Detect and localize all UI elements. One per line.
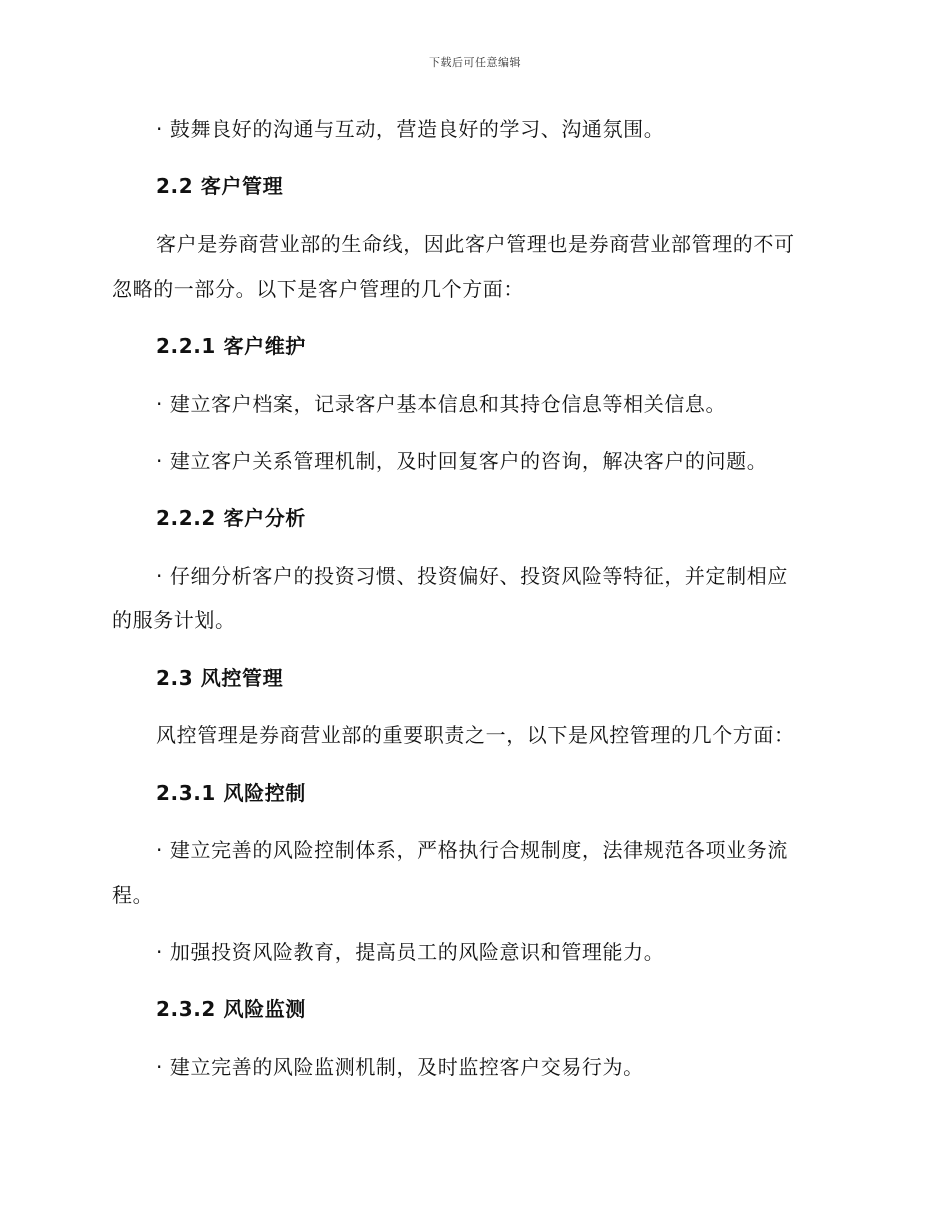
heading-2-3-2: 2.3.2 风险监测 — [156, 997, 306, 1021]
paragraph-customer-intro-line1: 客户是券商营业部的生命线，因此客户管理也是券商营业部管理的不可 — [156, 232, 795, 256]
paragraph-risk-intro: 风控管理是券商营业部的重要职责之一，以下是风控管理的几个方面： — [156, 723, 795, 747]
bullet-customer-analysis-line1: · 仔细分析客户的投资习惯、投资偏好、投资风险等特征，并定制相应 — [156, 564, 788, 588]
heading-2-2-2: 2.2.2 客户分析 — [156, 506, 306, 530]
bullet-customer-relations: · 建立客户关系管理机制，及时回复客户的咨询，解决客户的问题。 — [156, 449, 768, 473]
page-header: 下载后可任意编辑 — [429, 56, 521, 69]
bullet-communication: · 鼓舞良好的沟通与互动，营造良好的学习、沟通氛围。 — [156, 117, 665, 141]
bullet-customer-files: · 建立客户档案，记录客户基本信息和其持仓信息等相关信息。 — [156, 392, 727, 416]
paragraph-customer-intro-line2: 忽略的一部分。以下是客户管理的几个方面： — [112, 277, 524, 301]
heading-2-2: 2.2 客户管理 — [156, 174, 284, 198]
heading-2-2-1: 2.2.1 客户维护 — [156, 334, 306, 358]
bullet-risk-monitoring: · 建立完善的风险监测机制，及时监控客户交易行为。 — [156, 1055, 644, 1079]
bullet-risk-system-line2: 程。 — [112, 883, 154, 907]
bullet-customer-analysis-line2: 的服务计划。 — [112, 608, 236, 632]
bullet-risk-education: · 加强投资风险教育，提高员工的风险意识和管理能力。 — [156, 940, 665, 964]
heading-2-3-1: 2.3.1 风险控制 — [156, 781, 306, 805]
heading-2-3: 2.3 风控管理 — [156, 666, 284, 690]
bullet-risk-system-line1: · 建立完善的风险控制体系，严格执行合规制度，法律规范各项业务流 — [156, 838, 788, 862]
